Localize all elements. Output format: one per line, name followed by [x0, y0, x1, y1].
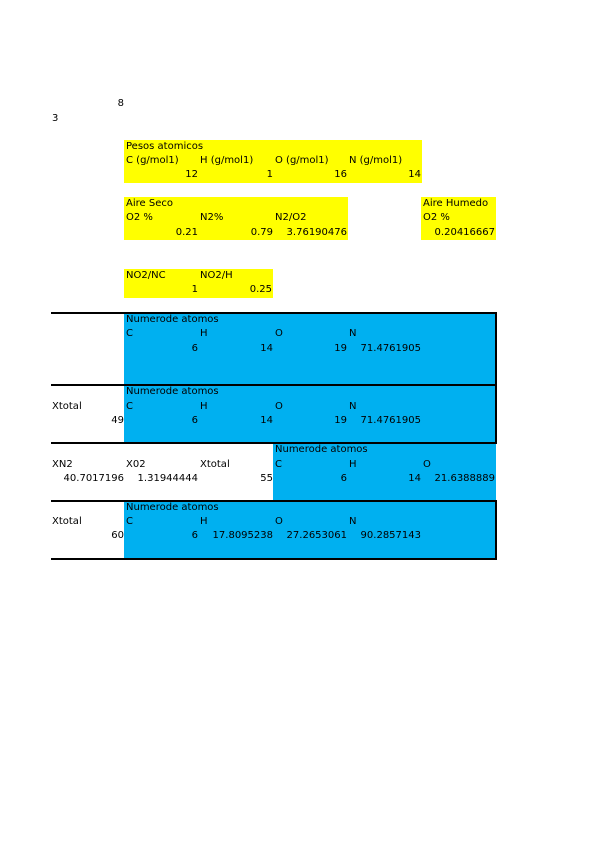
- block2-xtotal-label: Xtotal: [52, 401, 82, 412]
- block3-header-c: C: [275, 459, 282, 470]
- border-line: [51, 500, 497, 502]
- aire-seco-value-n2: 0.79: [250, 227, 273, 238]
- block3-value-h: 14: [408, 473, 421, 484]
- block1-value-h: 14: [260, 343, 273, 354]
- block4-value-h: 17.8095238: [212, 530, 273, 541]
- top-value-a: 8: [117, 98, 124, 109]
- border-line: [495, 500, 497, 560]
- block1-value-n: 71.4761905: [360, 343, 421, 354]
- aire-seco-header-o2: O2 %: [126, 212, 153, 223]
- pesos-header-h: H (g/mol1): [200, 155, 254, 166]
- block3-value-c: 6: [340, 473, 347, 484]
- block1-value-c: 6: [191, 343, 198, 354]
- aire-humedo-title: Aire Humedo: [423, 198, 489, 209]
- block3-header-xtotal: Xtotal: [200, 459, 230, 470]
- block3-title: Numerode atomos: [275, 444, 368, 455]
- block2-value-c: 6: [191, 415, 198, 426]
- border-line: [51, 384, 497, 386]
- aire-humedo-header: O2 %: [423, 212, 450, 223]
- pesos-value-c: 12: [185, 169, 198, 180]
- aire-seco-value-o2: 0.21: [175, 227, 198, 238]
- block2-value-o: 19: [334, 415, 347, 426]
- aire-seco-header-n2: N2%: [200, 212, 224, 223]
- block1-header-h: H: [200, 328, 208, 339]
- block4-value-o: 27.2653061: [286, 530, 347, 541]
- block3-header-xn2: XN2: [52, 459, 73, 470]
- block2-header-c: C: [126, 401, 133, 412]
- border-line: [51, 442, 497, 444]
- ratio-header-no2-nc: NO2/NC: [126, 270, 166, 281]
- block4-value-c: 6: [191, 530, 198, 541]
- pesos-header-n: N (g/mol1): [349, 155, 403, 166]
- block4-value-n: 90.2857143: [360, 530, 421, 541]
- pesos-header-o: O (g/mol1): [275, 155, 329, 166]
- block2-header-n: N: [349, 401, 357, 412]
- pesos-value-o: 16: [334, 169, 347, 180]
- pesos-value-h: 1: [266, 169, 273, 180]
- block3-header-x02: X02: [126, 459, 146, 470]
- block4-header-c: C: [126, 516, 133, 527]
- block2-header-o: O: [275, 401, 283, 412]
- block2-xtotal-value: 49: [111, 415, 124, 426]
- block4-title: Numerode atomos: [126, 502, 219, 513]
- block4-header-h: H: [200, 516, 208, 527]
- aire-seco-value-n2o2: 3.76190476: [286, 227, 347, 238]
- aire-seco-title: Aire Seco: [126, 198, 173, 209]
- top-value-b: 3: [52, 113, 59, 124]
- aire-seco-header-n2o2: N2/O2: [275, 212, 307, 223]
- ratio-value-no2-nc: 1: [191, 284, 198, 295]
- block2-value-h: 14: [260, 415, 273, 426]
- pesos-value-n: 14: [408, 169, 421, 180]
- block3-value-xn2: 40.7017196: [63, 473, 124, 484]
- border-line: [51, 312, 497, 314]
- block1-header-c: C: [126, 328, 133, 339]
- block1-title: Numerode atomos: [126, 314, 219, 325]
- block4-xtotal-value: 60: [111, 530, 124, 541]
- block4-header-o: O: [275, 516, 283, 527]
- border-line: [51, 558, 497, 560]
- border-line: [495, 312, 497, 444]
- block4-xtotal-label: Xtotal: [52, 516, 82, 527]
- ratio-value-no2-h: 0.25: [249, 284, 272, 295]
- block3-header-h: H: [349, 459, 357, 470]
- block1-header-n: N: [349, 328, 357, 339]
- block4-header-n: N: [349, 516, 357, 527]
- block1-value-o: 19: [334, 343, 347, 354]
- pesos-title: Pesos atomicos: [126, 141, 204, 152]
- block2-header-h: H: [200, 401, 208, 412]
- block1-header-o: O: [275, 328, 283, 339]
- block2-value-n: 71.4761905: [360, 415, 421, 426]
- block3-header-o: O: [423, 459, 431, 470]
- pesos-header-c: C (g/mol1): [126, 155, 179, 166]
- block3-value-xtotal: 55: [260, 473, 273, 484]
- block3-value-o: 21.6388889: [434, 473, 495, 484]
- ratio-header-no2-h: NO2/H: [200, 270, 233, 281]
- block3-value-x02: 1.31944444: [137, 473, 198, 484]
- aire-humedo-value: 0.20416667: [434, 227, 495, 238]
- block2-title: Numerode atomos: [126, 386, 219, 397]
